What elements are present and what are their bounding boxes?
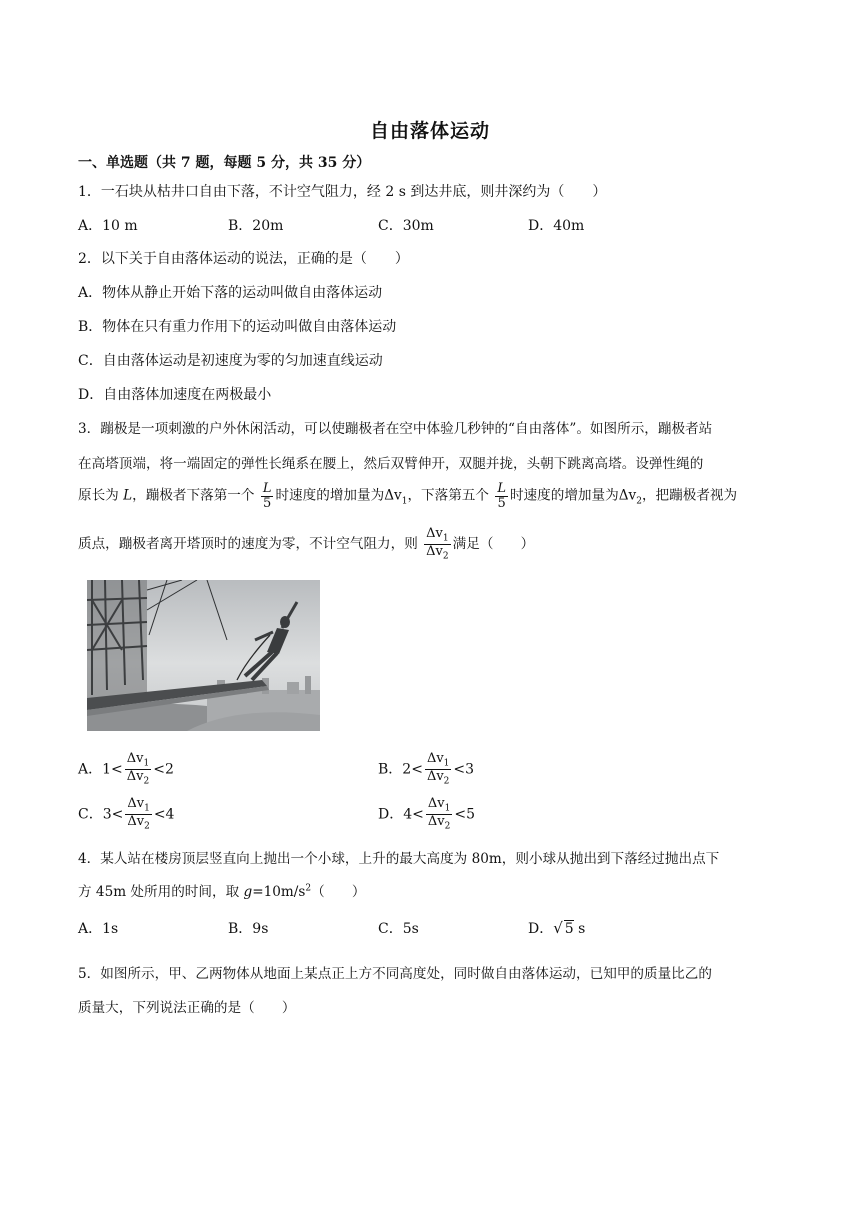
bungee-jumper-photo — [87, 580, 320, 731]
question-3-line-2: 在高塔顶端，将一端固定的弹性长绳系在腰上，然后双臂伸开，双腿并拢，头朝下跳离高塔。设弹性绳的 — [78, 456, 704, 472]
q2-option-d: D．自由落体加速度在两极最小 — [78, 387, 272, 403]
q4-option-c: C．5s — [378, 921, 419, 937]
q4-option-a: A．1s — [78, 921, 119, 937]
page-title: 自由落体运动 — [369, 120, 490, 142]
section-heading: 一、单选题（共 7 题，每题 5 分，共 35 分） — [78, 155, 371, 171]
q3-option-d: D．4< $\frac{\Delta v_1}{\Delta v_2}$ <5 — [378, 796, 475, 832]
q3-option-c: C．3< $\frac{\Delta v_1}{\Delta v_2}$ <4 — [78, 796, 175, 832]
q1-option-b: B．20m — [228, 218, 284, 234]
question-3-line-3: 原长为 L，蹦极者下落第一个 $\frac{L}{5}$ 时速度的增加量为$\Delta v_1$，下落第五个 $\frac{L}{5}$ 时速度的增加量为$\Delta v_2$，把蹦极者视为 — [78, 481, 738, 511]
question-2-stem: 2．以下关于自由落体运动的说法，正确的是（ ） — [78, 251, 409, 267]
q2-option-a: A．物体从静止开始下落的运动叫做自由落体运动 — [78, 285, 383, 301]
q4-option-b: B．9s — [228, 921, 269, 937]
q1-option-d: D．40m — [528, 218, 585, 234]
fraction-l-over-5: $\frac{L}{5}$ — [262, 481, 272, 511]
q2-option-b: B．物体在只有重力作用下的运动叫做自由落体运动 — [78, 319, 397, 335]
q1-option-a: A．10 m — [78, 218, 138, 234]
question-3-line-4: 质点，蹦极者离开塔顶时的速度为零，不计空气阻力，则 $\frac{\Delta v_1}{\Delta v_2}$ 满足（ ） — [78, 526, 535, 562]
q3-option-b: B．2< $\frac{\Delta v_1}{\Delta v_2}$ <3 — [378, 751, 475, 787]
fraction-l-over-5-second: $\frac{L}{5}$ — [497, 481, 506, 511]
ratio-fraction: $\frac{\Delta v_1}{\Delta v_2}$ — [426, 526, 449, 562]
q1-option-c: C．30m — [378, 218, 434, 234]
question-5-line-2: 质量大，下列说法正确的是（ ） — [78, 1000, 296, 1016]
question-4-line-2: 方 45m 处所用的时间，取 $g=10m/s^2$（ ） — [78, 883, 366, 900]
q2-option-c: C．自由落体运动是初速度为零的匀加速直线运动 — [78, 353, 383, 369]
sqrt-sign: √ — [553, 919, 563, 937]
question-3-line-1: 3．蹦极是一项刺激的户外休闲活动，可以使蹦极者在空中体验几秒钟的“自由落体”。如图所示，蹦极者站 — [78, 421, 713, 437]
question-4-line-1: 4．某人站在楼房顶层竖直向上抛出一个小球，上升的最大高度为 80m，则小球从抛出到下落经过抛出点下 — [78, 851, 720, 867]
q4-option-d: D．√ 5 s — [528, 919, 586, 937]
question-5-line-1: 5．如图所示，甲、乙两物体从地面上某点正上方不同高度处，同时做自由落体运动，已知甲的质量比乙的 — [78, 966, 712, 982]
q3-option-a: A．1< $\frac{\Delta v_1}{\Delta v_2}$ <2 — [78, 751, 174, 787]
question-1-stem: 1．一石块从枯井口自由下落，不计空气阻力，经 2 s 到达井底，则井深约为（ ） — [78, 184, 607, 200]
